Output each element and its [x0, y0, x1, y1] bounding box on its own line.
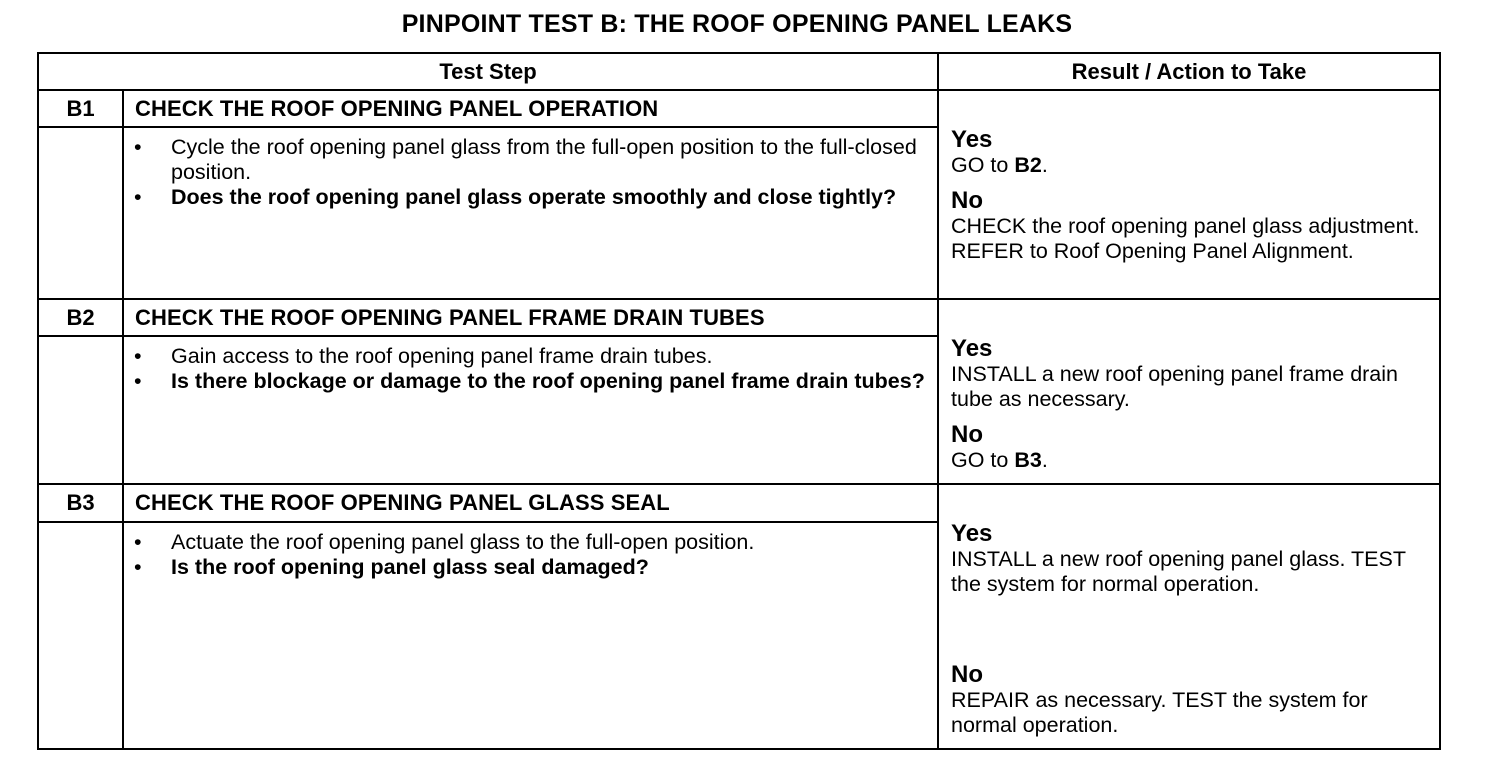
step-b3-title: CHECK THE ROOF OPENING PANEL GLASS SEAL — [123, 484, 938, 522]
table-header-row — [38, 53, 1440, 90]
page-title: PINPOINT TEST B: THE ROOF OPENING PANEL LEAKS — [401, 10, 1073, 38]
step-b1-question: Does the roof opening panel glass operate smoothly and close tightly? — [171, 185, 897, 209]
step-b3-body — [123, 522, 938, 749]
step-b2-action-bullet — [134, 344, 927, 369]
step-b3-yes-label: Yes — [951, 520, 993, 547]
step-b3-action: Actuate the roof opening panel glass to the full-open position. — [171, 530, 755, 555]
step-b1-action-bullet — [134, 135, 927, 185]
step-b3-result — [938, 484, 1440, 749]
step-b1-action: Cycle the roof opening panel glass from the full-open position to the full-closed position. — [171, 135, 917, 184]
header-result-action: Result / Action to Take — [938, 53, 1440, 90]
bullet-icon: • — [134, 555, 142, 580]
step-b3-question-bullet — [134, 555, 927, 580]
step-b1-yes-ref: B2 — [1014, 153, 1042, 177]
step-b3-no-text: REPAIR as necessary. TEST the system for normal operation. — [951, 688, 1368, 737]
step-b2-no-ref: B3 — [1014, 448, 1042, 472]
bullet-icon: • — [134, 369, 142, 393]
step-b1-body — [123, 127, 938, 299]
step-b1-no-text: CHECK the roof opening panel glass adjustment. REFER to Roof Opening Panel Alignment. — [951, 214, 1420, 263]
step-b1-yes-text: GO to B2. — [951, 153, 1048, 177]
step-b3-yes-text: INSTALL a new roof opening panel glass. TEST the system for normal operation. — [951, 547, 1406, 596]
step-b3-id-spacer — [38, 522, 123, 749]
step-b1-result — [938, 90, 1440, 299]
step-b1-title: CHECK THE ROOF OPENING PANEL OPERATION — [123, 90, 938, 127]
bullet-icon: • — [134, 530, 142, 555]
step-b3-id: B3 — [38, 484, 123, 522]
step-b1-id-spacer — [38, 127, 123, 299]
step-b3-title-row — [38, 484, 1440, 522]
header-test-step: Test Step — [38, 53, 938, 90]
step-b2-yes-text: INSTALL a new roof opening panel frame drain tube as necessary. — [951, 362, 1399, 411]
step-b1-no-label: No — [951, 187, 984, 214]
step-b2-title: CHECK THE ROOF OPENING PANEL FRAME DRAIN TUBES — [123, 299, 938, 336]
pinpoint-test-table — [37, 52, 1441, 750]
step-b2-no-text: GO to B3. — [951, 448, 1048, 472]
step-b1-title-row — [38, 90, 1440, 127]
step-b2-body — [123, 336, 938, 484]
step-b2-question-bullet — [134, 369, 927, 394]
step-b2-question: Is there blockage or damage to the roof opening panel frame drain tubes? — [171, 369, 925, 393]
step-b3-question: Is the roof opening panel glass seal damaged? — [171, 555, 649, 580]
step-b2-no-label: No — [951, 421, 984, 448]
step-b2-id: B2 — [38, 299, 123, 336]
step-b3-action-bullet — [134, 530, 927, 555]
bullet-icon: • — [134, 344, 142, 368]
step-b2-result — [938, 299, 1440, 484]
step-b1-yes-label: Yes — [951, 126, 993, 153]
bullet-icon: • — [134, 185, 142, 209]
step-b2-action: Gain access to the roof opening panel frame drain tubes. — [171, 344, 713, 368]
step-b3-no-label: No — [951, 661, 984, 688]
step-b1-question-bullet — [134, 185, 927, 210]
step-b1-id: B1 — [38, 90, 123, 127]
step-b2-yes-label: Yes — [951, 335, 993, 362]
step-b2-title-row — [38, 299, 1440, 336]
bullet-icon: • — [134, 135, 142, 159]
step-b2-id-spacer — [38, 336, 123, 484]
